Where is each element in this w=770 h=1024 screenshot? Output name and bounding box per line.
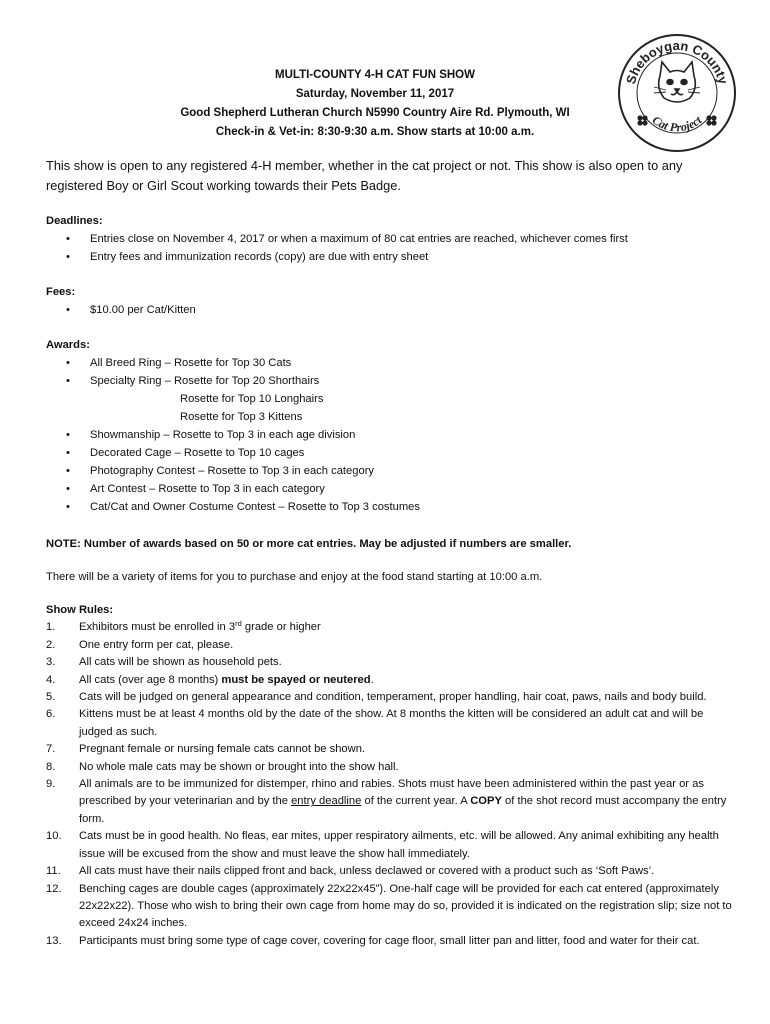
rule-item [46,672,736,689]
rule-text: Kittens must be at least 4 months old by the date of the show. At 8 months the kitten will be considered an adult cat and will be judged as such. [79,708,704,738]
list-item: • Art Contest – Rosette to Top 3 in each category [46,480,736,498]
rule-text: Pregnant female or nursing female cats cannot be shown. [79,743,366,756]
rule-text: Participants must bring some type of cage cover, covering for cage floor, small litter pan and litter, food and water for their cat. [79,934,700,947]
logo-top-text: Sheboygan County [623,37,731,86]
awards-section [46,336,736,516]
rule-item [46,759,736,776]
list-item: • Entry fees and immunization records (copy) are due with entry sheet [46,248,736,266]
deadlines-section [46,212,736,266]
rule-number: 1. [46,621,56,634]
list-item: • All Breed Ring – Rosette for Top 30 Cats [46,354,736,372]
list-item: • Decorated Cage – Rosette to Top 10 cages [46,444,736,462]
rule-number: 9. [46,778,56,791]
rule-item [46,637,736,654]
rule-text: Cats must be in good health. No fleas, ear mites, upper respiratory ailments, etc. will be allowed. Any animal exhibiting any health issue will be excused from the show and must leave the show hall immediately. [79,830,719,860]
event-date: Saturday, November 11, 2017 [295,88,455,100]
rule-text: No whole male cats may be shown or brought into the show hall. [79,760,399,773]
rule-item [46,706,736,741]
rule-number: 8. [46,760,56,773]
rule-number: 7. [46,743,56,756]
rule-text: grade or higher [241,621,321,634]
list-item: • Showmanship – Rosette to Top 3 in each age division [46,426,736,444]
rule-text: All cats (over age 8 months) [79,673,222,686]
event-location: Good Shepherd Lutheran Church N5990 Country Aire Rd. Plymouth, WI [180,107,570,119]
rule-item [46,776,736,828]
rule-emphasis: must be spayed or neutered [221,673,371,686]
list-item: • Cat/Cat and Owner Costume Contest – Rosette to Top 3 costumes [46,498,736,516]
rule-emphasis: COPY [470,795,502,808]
deadlines-title: Deadlines: [46,215,103,227]
rule-number: 3. [46,656,56,669]
rule-number: 12. [46,882,62,895]
rule-text: of the shot record must accompany the entry form. [79,795,727,825]
intro-paragraph: This show is open to any registered 4-H member, whether in the cat project or not. This show is also open to any registered Boy or Girl Scout working towards their Pets Badge. [46,158,683,193]
list-item: • Specialty Ring – Rosette for Top 20 Shorthairs [46,372,736,390]
rule-number: 13. [46,934,62,947]
rule-item [46,619,736,636]
rule-number: 11. [46,865,61,878]
awards-note: NOTE: Number of awards based on 50 or more cat entries. May be adjusted if numbers are smaller. [46,538,572,550]
food-stand-text: There will be a variety of items for you to purchase and enjoy at the food stand starting at 10:00 a.m. [46,571,543,583]
event-times: Check-in & Vet-in: 8:30-9:30 a.m. Show starts at 10:00 a.m. [215,126,535,138]
rule-item [46,689,736,706]
list-item: Rosette for Top 3 Kittens [180,411,303,423]
show-rules-title: Show Rules: [46,604,114,616]
rule-number: 2. [46,638,56,651]
rule-item [46,881,736,933]
awards-title: Awards: [46,339,90,351]
list-item: • Entries close on November 4, 2017 or when a maximum of 80 cat entries are reached, whichever comes first [46,230,736,248]
rule-text: Benching cages are double cages (approximately 22x22x45”). One-half cage will be provided for each cat entered (approximately 22x22x22). Those who wish to bring their own cage from home may do so, provided it is indicated on the registration slip; size not to exceed 24x24 inches. [79,882,732,930]
rule-number: 10. [46,830,62,843]
list-item: • Photography Contest – Rosette to Top 3 in each category [46,462,736,480]
rule-text: of the current year. A [361,795,471,808]
rule-number: 4. [46,673,56,686]
ordinal-suffix: rd [235,619,242,629]
rule-text: One entry form per cat, please. [79,638,234,651]
fees-section [46,283,736,319]
rule-text: . [370,673,374,686]
cat-project-logo [616,32,738,154]
rule-number: 6. [46,708,56,721]
rule-item [46,863,736,880]
rule-text: All cats must have their nails clipped front and back, unless declawed or covered with a product such as ‘Soft Paws’. [79,865,655,878]
rule-item [46,654,736,671]
rule-item [46,828,736,863]
list-item: • $10.00 per Cat/Kitten [46,301,736,319]
event-title: MULTI-COUNTY 4-H CAT FUN SHOW [275,69,475,81]
rule-number: 5. [46,691,56,704]
rule-text: Exhibitors must be enrolled in 3 [79,621,236,634]
logo-bottom-text: Cat Project [649,112,705,135]
rule-underlined: entry deadline [291,795,362,808]
rule-item [46,933,736,950]
fees-title: Fees: [46,286,76,298]
list-item: Rosette for Top 10 Longhairs [180,393,324,405]
show-rules-section [46,602,736,950]
rule-text: All animals are to be immunized for distemper, rhino and rabies. Shots must have been administered within the past year or as prescribed by your veterinarian and by the [79,778,704,808]
rule-item [46,741,736,758]
rule-text: Cats will be judged on general appearance and condition, temperament, proper handling, hair coat, paws, nails and body build. [79,691,707,704]
rule-text: All cats will be shown as household pets. [79,656,282,669]
